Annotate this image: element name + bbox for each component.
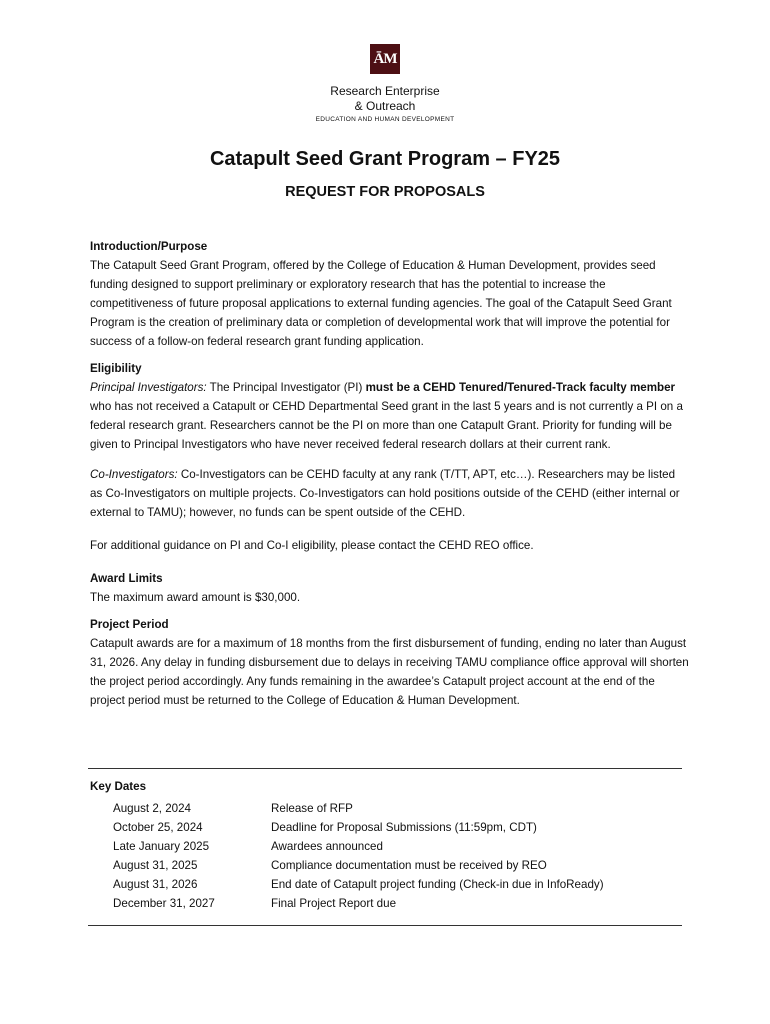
page-subtitle: REQUEST FOR PROPOSALS — [285, 184, 485, 200]
key-date-row — [113, 799, 604, 818]
coi-label: Co-Investigators: — [90, 468, 178, 481]
pi-text-2: who has not received a Catapult or CEHD Departmental Seed grant in the last 5 years and is not currently a PI on a federal research grant. Researchers cannot be the PI on more than one Catapult Grant. Priority for funding will be given to Principal Investigators who have never received federal research dollars at their current rank. — [90, 400, 683, 451]
org-name-line1: Research Enterprise — [330, 84, 440, 98]
divider-top — [88, 768, 682, 769]
award-paragraph: The maximum award amount is $30,000. — [90, 591, 301, 604]
pi-requirement: must be a CEHD Tenured/Tenured-Track faculty member — [365, 381, 676, 394]
tamu-logo-icon: ĀM — [370, 44, 400, 74]
eligibility-heading: Eligibility — [90, 362, 142, 375]
key-date-row — [113, 875, 604, 894]
intro-heading: Introduction/Purpose — [90, 240, 208, 253]
pi-text-1: The Principal Investigator (PI) — [206, 381, 366, 394]
key-date-date: October 25, 2024 — [113, 821, 203, 834]
key-date-date: August 31, 2026 — [113, 878, 198, 891]
page-title: Catapult Seed Grant Program – FY25 — [209, 148, 561, 170]
key-date-event: Awardees announced — [271, 840, 383, 853]
key-date-event: Final Project Report due — [271, 897, 397, 910]
pi-eligibility-paragraph — [90, 378, 690, 454]
divider-bottom — [88, 925, 682, 926]
key-date-row — [113, 856, 604, 875]
pi-label: Principal Investigators: — [90, 381, 207, 394]
award-heading: Award Limits — [90, 572, 163, 585]
key-dates-heading: Key Dates — [90, 780, 147, 793]
coi-eligibility-paragraph — [90, 465, 690, 522]
period-heading: Project Period — [90, 618, 169, 631]
coi-text: Co-Investigators can be CEHD faculty at any rank (T/TT, APT, etc…). Researchers may be listed as Co-Investigators on multiple projects. Co-Investigators can hold positions outside of the CEHD (either internal or external to TAMU); however, no funds can be spent outside of the CEHD. — [90, 468, 680, 519]
key-date-event: Deadline for Proposal Submissions (11:59pm, CDT) — [271, 821, 537, 834]
key-date-date: Late January 2025 — [113, 840, 210, 853]
period-paragraph: Catapult awards are for a maximum of 18 months from the first disbursement of funding, ending no later than August 31, 2026. Any delay in funding disbursement due to delays in receiving TAMU compliance office approval will shorten the project period accordingly. Any funds remaining in the awardee’s Catapult project account at the end of the project period must be returned to the College of Education & Human Development. — [90, 637, 689, 707]
key-date-row — [113, 837, 604, 856]
letterhead — [0, 44, 770, 126]
key-date-date: December 31, 2027 — [113, 897, 215, 910]
org-name-line2: & Outreach — [354, 99, 416, 113]
eligibility-guidance: For additional guidance on PI and Co-I eligibility, please contact the CEHD REO office. — [90, 539, 534, 552]
org-department: EDUCATION AND HUMAN DEVELOPMENT — [315, 116, 455, 123]
key-date-date: August 2, 2024 — [113, 802, 191, 815]
key-date-event: Release of RFP — [271, 802, 353, 815]
key-date-event: Compliance documentation must be received by REO — [271, 859, 547, 872]
key-date-row — [113, 894, 604, 913]
intro-paragraph: The Catapult Seed Grant Program, offered by the College of Education & Human Development, provides seed funding designed to support preliminary or exploratory research that has the potential to increase the competitiveness of future proposal applications to external funding agencies. The goal of the Catapult Seed Grant Program is the creation of preliminary data or completion of developmental work that will improve the potential for success of a follow-on federal research grant funding application. — [90, 259, 672, 348]
key-date-date: August 31, 2025 — [113, 859, 198, 872]
key-dates-table — [113, 799, 604, 913]
document-body — [90, 237, 690, 710]
key-date-row — [113, 818, 604, 837]
key-date-event: End date of Catapult project funding (Check-in due in InfoReady) — [271, 878, 604, 891]
